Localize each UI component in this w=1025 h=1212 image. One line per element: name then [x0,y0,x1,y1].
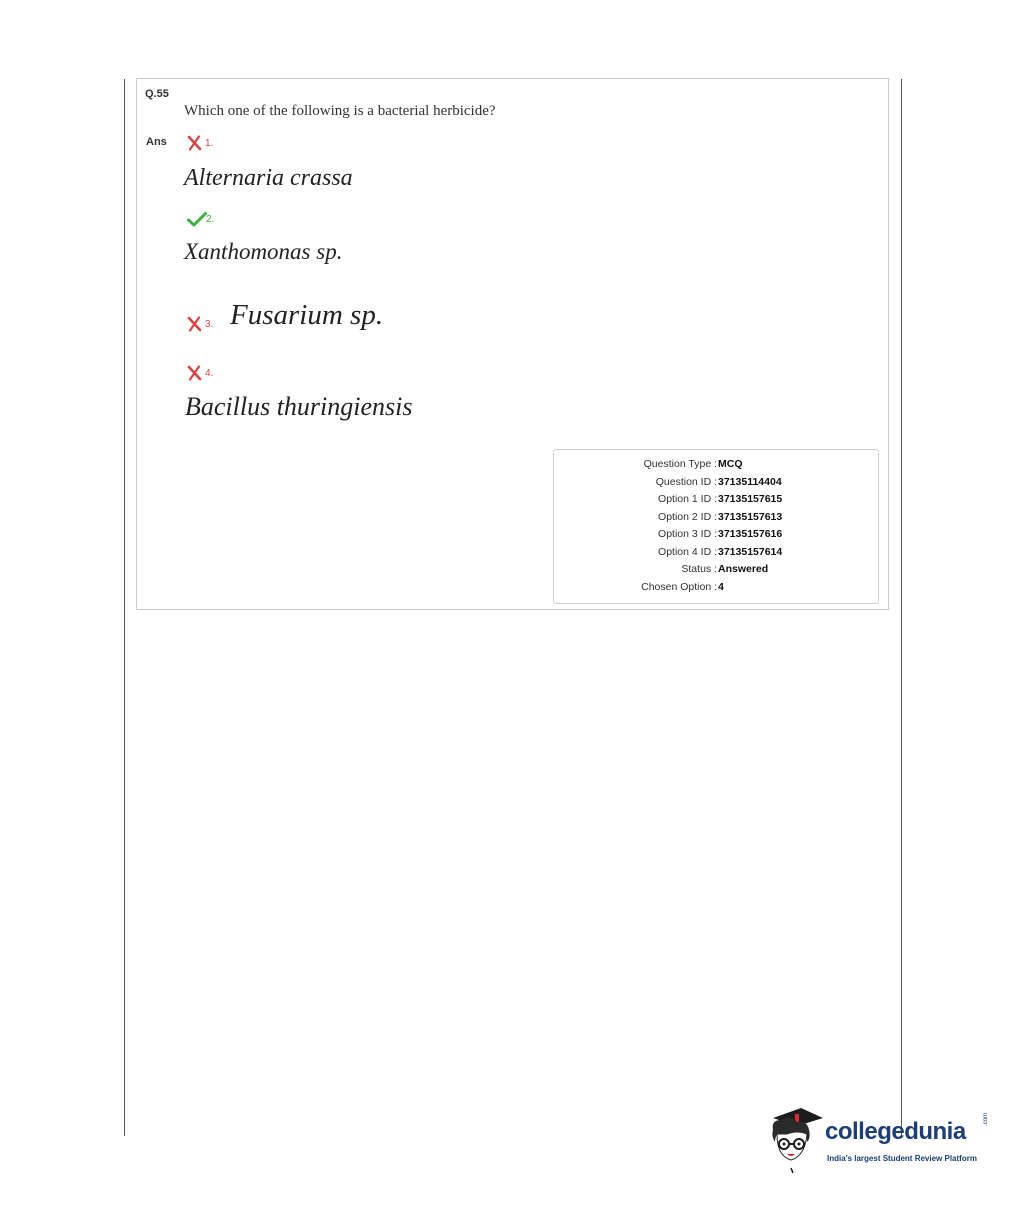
info-label: Option 2 ID : [658,510,717,523]
logo-name: collegedunia [825,1118,966,1145]
option-4-text: Bacillus thuringiensis [185,392,413,421]
cross-icon [187,135,202,151]
info-label: Question ID : [655,475,717,488]
cross-icon [187,365,202,381]
option-1-text: Alternaria crassa [184,165,353,191]
check-icon [187,212,207,227]
logo-suffix: .com [983,1112,989,1126]
info-row-status [554,561,878,578]
option-1-marker [187,135,213,151]
page-border-right [901,79,902,1136]
info-row-option-1-id [554,491,878,508]
collegedunia-logo [767,1104,997,1176]
info-value: 37135114404 [718,475,782,488]
question-number: Q.55 [145,88,169,100]
cross-icon [187,316,202,332]
mascot-icon [767,1104,827,1176]
info-row-question-id [554,474,878,491]
info-value: 37135157614 [718,545,783,558]
info-label: Option 4 ID : [658,545,717,558]
option-3-number: 3. [205,318,214,330]
option-1-number: 1. [205,137,214,149]
option-3-marker [187,316,213,332]
info-label: Question Type : [643,458,717,470]
info-row-chosen-option [554,579,878,596]
page-border-left [124,79,125,1136]
info-row-question-type [554,456,878,473]
info-label: Chosen Option : [641,580,717,593]
info-row-option-2-id [554,509,878,526]
info-value: 37135157616 [718,528,783,540]
option-3-text: Fusarium sp. [230,299,384,331]
info-value: 37135157615 [718,493,783,505]
option-4-number: 4. [205,367,214,379]
info-value: 4 [718,580,724,593]
info-value: 37135157613 [718,510,783,523]
option-2-marker [187,212,214,227]
option-4-marker [187,365,213,381]
info-value: Answered [718,563,769,575]
info-label: Status : [681,563,717,575]
info-label: Option 1 ID : [658,493,717,505]
info-row-option-4-id [554,544,878,561]
info-label: Option 3 ID : [658,528,717,540]
logo-tagline: India's largest Student Review Platform [827,1154,977,1163]
question-info-box [553,449,879,604]
info-row-option-3-id [554,526,878,543]
question-text: Which one of the following is a bacterial herbicide? [184,103,496,119]
option-2-text: Xanthomonas sp. [184,239,343,264]
option-2-number: 2. [206,214,215,225]
answer-label: Ans [146,136,167,148]
info-value: MCQ [718,458,743,470]
question-card [136,78,889,610]
